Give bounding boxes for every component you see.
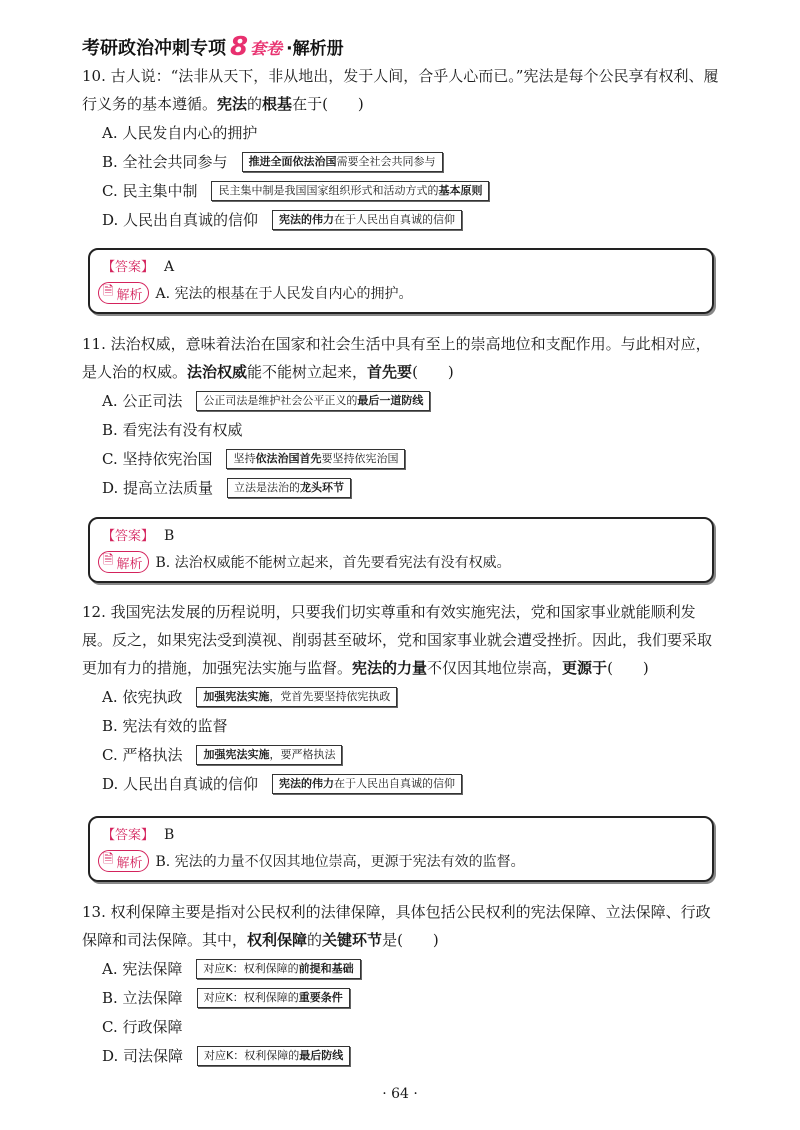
analysis-text: B. 宪法的力量不仅因其地位崇高，更源于宪法有效的监督。 — [155, 854, 525, 870]
document-icon: 🗎 — [103, 852, 114, 867]
option-d[interactable]: D. 人民出自真诚的信仰 宪法的伟力在于人民出自真诚的信仰 — [82, 769, 722, 798]
question-stem: 10. 古人说：“法非从天下，非从地出，发于人间，合乎人心而已。”宪法是每个公民享有权利、履行义务的基本遵循。宪法的根基在于( ) — [82, 67, 719, 113]
option-d[interactable]: D. 提高立法质量 立法是法治的龙头环节 — [82, 473, 722, 502]
analysis-badge: 🗎 解析 — [98, 850, 149, 872]
answer-tag: 【答案】 — [102, 260, 155, 275]
header-brand-word: 套卷 — [250, 39, 283, 58]
question-13 — [82, 898, 722, 1070]
answer-value: B — [164, 827, 175, 843]
analysis-badge: 🗎 解析 — [98, 282, 149, 304]
page-header — [82, 20, 344, 60]
answer-box-11 — [88, 517, 714, 583]
question-stem: 12. 我国宪法发展的历程说明，只要我们切实尊重和有效实施宪法，党和国家事业就能顺利发展。反之，如果宪法受到漠视、削弱甚至破坏，党和国家事业就会遭受挫折。因此，我们要采取更加有力的措施，加强宪法实施与监督。宪法的力量不仅因其地位崇高，更源于( ) — [82, 603, 713, 677]
question-12 — [82, 598, 722, 798]
option-b[interactable]: B. 立法保障 对应K：权利保障的重要条件 — [82, 983, 722, 1012]
answer-tag: 【答案】 — [102, 828, 155, 843]
analysis-badge: 🗎 解析 — [98, 551, 149, 573]
option-note: 对应K：权利保障的最后防线 — [197, 1046, 350, 1066]
option-b[interactable]: B. 看宪法有没有权威 — [102, 421, 243, 439]
header-subtitle: ·解析册 — [286, 39, 344, 59]
answer-tag: 【答案】 — [102, 529, 155, 544]
option-c[interactable]: C. 坚持依宪治国 坚持依法治国首先要坚持依宪治国 — [82, 444, 722, 473]
option-a[interactable]: A. 人民发自内心的拥护 — [102, 124, 258, 142]
option-b[interactable]: B. 宪法有效的监督 — [102, 717, 228, 735]
option-c[interactable]: C. 严格执法 加强宪法实施，要严格执法 — [82, 740, 722, 769]
header-title: 考研政治冲刺专项 — [82, 38, 226, 59]
option-a[interactable]: A. 依宪执政 加强宪法实施，党首先要坚持依宪执政 — [82, 682, 722, 711]
question-stem: 11. 法治权威，意味着法治在国家和社会生活中具有至上的崇高地位和支配作用。与此相对应，是人治的权威。法治权威能不能树立起来，首先要( ) — [82, 335, 711, 381]
option-b[interactable]: B. 全社会共同参与 推进全面依法治国需要全社会共同参与 — [82, 147, 722, 176]
analysis-text: B. 法治权威能不能树立起来，首先要看宪法有没有权威。 — [155, 555, 511, 571]
option-note: 对应K：权利保障的前提和基础 — [196, 959, 360, 979]
option-note: 立法是法治的龙头环节 — [227, 478, 351, 498]
header-brand-number: 8 — [230, 32, 249, 62]
page-number: · 64 · — [382, 1086, 418, 1102]
option-note: 加强宪法实施，党首先要坚持依宪执政 — [196, 687, 397, 707]
option-note: 宪法的伟力在于人民出自真诚的信仰 — [272, 210, 462, 230]
question-10 — [82, 62, 722, 234]
question-11 — [82, 330, 722, 502]
option-note: 宪法的伟力在于人民出自真诚的信仰 — [272, 774, 462, 794]
answer-box-10 — [88, 248, 714, 314]
option-note: 推进全面依法治国需要全社会共同参与 — [242, 152, 443, 172]
option-note: 坚持依法治国首先要坚持依宪治国 — [226, 449, 405, 469]
option-a[interactable]: A. 公正司法 公正司法是维护社会公平正义的最后一道防线 — [82, 386, 722, 415]
question-stem: 13. 权利保障主要是指对公民权利的法律保障，具体包括公民权利的宪法保障、立法保障、行政保障和司法保障。其中，权利保障的关键环节是( ) — [82, 903, 711, 949]
analysis-text: A. 宪法的根基在于人民发自内心的拥护。 — [155, 286, 413, 302]
answer-box-12 — [88, 816, 714, 882]
document-icon: 🗎 — [103, 284, 114, 299]
option-c[interactable]: C. 民主集中制 民主集中制是我国国家组织形式和活动方式的基本原则 — [82, 176, 722, 205]
option-d[interactable]: D. 人民出自真诚的信仰 宪法的伟力在于人民出自真诚的信仰 — [82, 205, 722, 234]
option-d[interactable]: D. 司法保障 对应K：权利保障的最后防线 — [82, 1041, 722, 1070]
option-note: 民主集中制是我国国家组织形式和活动方式的基本原则 — [211, 181, 489, 201]
option-note: 公正司法是维护社会公平正义的最后一道防线 — [196, 391, 430, 411]
option-note: 对应K：权利保障的重要条件 — [197, 988, 350, 1008]
option-a[interactable]: A. 宪法保障 对应K：权利保障的前提和基础 — [82, 954, 722, 983]
option-note: 加强宪法实施，要严格执法 — [196, 745, 342, 765]
option-c[interactable]: C. 行政保障 — [102, 1018, 183, 1036]
answer-value: A — [164, 259, 175, 275]
document-icon: 🗎 — [103, 553, 114, 568]
answer-value: B — [164, 528, 175, 544]
